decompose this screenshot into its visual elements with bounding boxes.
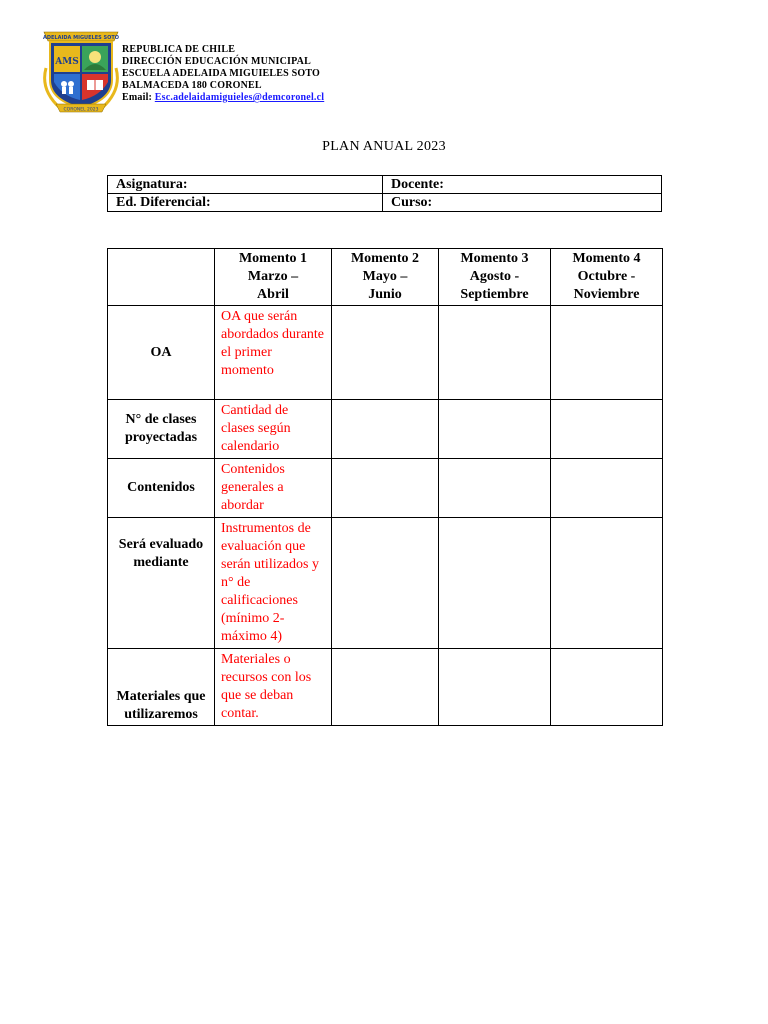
school-info-email-line xyxy=(122,92,324,104)
plan-row-materiales xyxy=(108,649,663,726)
crest-monogram: AMS xyxy=(55,57,79,67)
plan-cell[interactable] xyxy=(332,518,439,649)
school-info-direction: DIRECCIÓN EDUCACIÓN MUNICIPAL xyxy=(122,56,311,67)
plan-cell[interactable] xyxy=(551,459,663,518)
plan-row-evaluado xyxy=(108,518,663,649)
header-text: Momento 4 Octubre - Noviembre xyxy=(572,251,641,302)
asignatura-field[interactable]: Asignatura: xyxy=(108,176,383,194)
header-momento-3 xyxy=(439,249,551,306)
row-label: Será evaluado mediante xyxy=(108,518,215,649)
plan-cell[interactable] xyxy=(551,400,663,459)
plan-cell[interactable] xyxy=(332,306,439,400)
docente-field[interactable]: Docente: xyxy=(383,176,662,194)
header-text: Momento 3 Agosto - Septiembre xyxy=(460,251,529,302)
info-row xyxy=(108,194,662,212)
ed-diferencial-field[interactable]: Ed. Diferencial: xyxy=(108,194,383,212)
school-info-address: BALMACEDA 180 CORONEL xyxy=(122,80,262,91)
header-momento-1 xyxy=(215,249,332,306)
row-note[interactable]: Instrumentos de evaluación que serán utilizados y n° de calificaciones (mínimo 2-máximo 4) xyxy=(215,518,332,649)
row-label: Contenidos xyxy=(108,459,215,518)
school-info-country: REPUBLICA DE CHILE xyxy=(122,44,236,55)
plan-cell[interactable] xyxy=(439,306,551,400)
school-info xyxy=(122,44,324,104)
header-text: Momento 1 Marzo – Abril xyxy=(238,251,308,302)
header-text: Momento 2 Mayo – Junio xyxy=(350,251,420,302)
row-note[interactable]: OA que serán abordados durante el primer momento xyxy=(215,306,332,400)
info-row xyxy=(108,176,662,194)
info-table xyxy=(107,175,662,212)
plan-cell[interactable] xyxy=(439,459,551,518)
plan-cell[interactable] xyxy=(332,649,439,726)
plan-cell[interactable] xyxy=(551,649,663,726)
header-momento-2 xyxy=(332,249,439,306)
crest-motto: CORONEL 2023 xyxy=(63,107,99,113)
row-note[interactable]: Cantidad de clases según calendario xyxy=(215,400,332,459)
plan-table xyxy=(107,248,663,726)
plan-cell[interactable] xyxy=(439,518,551,649)
plan-cell[interactable] xyxy=(332,400,439,459)
school-crest-logo xyxy=(42,28,120,114)
email-link[interactable]: Esc.adelaidamiguieles@demcoronel.cl xyxy=(154,92,325,103)
plan-cell[interactable] xyxy=(551,518,663,649)
row-label: N° de clases proyectadas xyxy=(108,400,215,459)
plan-header-row xyxy=(108,249,663,306)
header-corner xyxy=(108,249,215,306)
plan-cell[interactable] xyxy=(551,306,663,400)
email-label: Email: xyxy=(122,92,153,103)
plan-row-oa xyxy=(108,306,663,400)
curso-field[interactable]: Curso: xyxy=(383,194,662,212)
row-label: OA xyxy=(108,306,215,400)
plan-row-contenidos xyxy=(108,459,663,518)
page-title: PLAN ANUAL 2023 xyxy=(322,139,446,154)
plan-cell[interactable] xyxy=(332,459,439,518)
school-info-school-name: ESCUELA ADELAIDA MIGUIELES SOTO xyxy=(122,68,321,79)
row-note[interactable]: Contenidos generales a abordar xyxy=(215,459,332,518)
letterhead xyxy=(42,28,662,114)
header-momento-4 xyxy=(551,249,663,306)
row-label: Materiales que utilizaremos xyxy=(108,649,215,726)
plan-row-clases xyxy=(108,400,663,459)
row-note[interactable]: Materiales o recursos con los que se deban contar. xyxy=(215,649,332,726)
plan-cell[interactable] xyxy=(439,400,551,459)
plan-cell[interactable] xyxy=(439,649,551,726)
crest-banner-text: ADELAIDA MIGUELES SOTO xyxy=(43,35,119,41)
